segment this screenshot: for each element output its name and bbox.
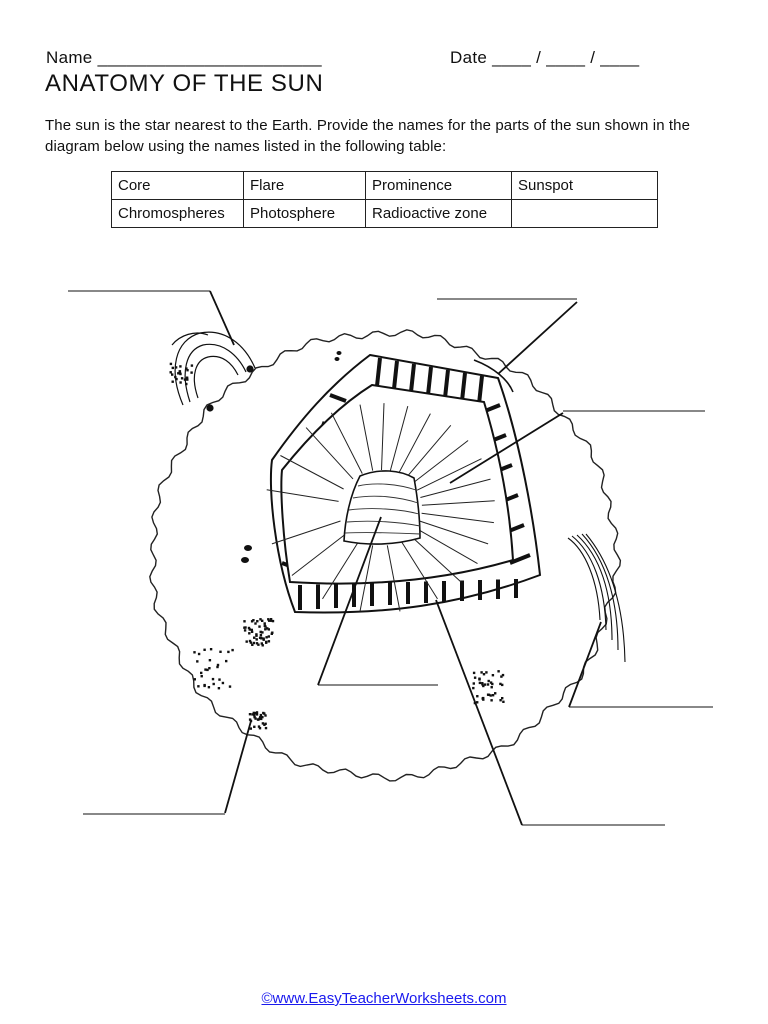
speck <box>196 660 198 662</box>
speck <box>474 677 476 679</box>
speck <box>482 685 484 687</box>
speck <box>251 629 253 631</box>
page-title: ANATOMY OF THE SUN <box>45 70 324 97</box>
speck <box>218 678 220 680</box>
speck <box>249 713 251 715</box>
speck <box>255 633 257 635</box>
speck <box>256 711 258 713</box>
speck <box>227 651 229 653</box>
speck <box>488 680 490 682</box>
speck <box>197 685 199 687</box>
prominence-illustration <box>172 332 255 411</box>
speck <box>490 694 492 696</box>
speck <box>218 687 220 689</box>
speck <box>482 698 484 700</box>
speck <box>500 675 502 677</box>
table-cell: Core <box>112 172 244 200</box>
speck <box>210 648 212 650</box>
speck <box>257 718 259 720</box>
speck <box>476 695 478 697</box>
speck <box>248 632 250 634</box>
table-cell: Chromospheres <box>112 200 244 228</box>
speck <box>184 378 186 380</box>
speck <box>499 683 501 685</box>
speck <box>262 637 264 639</box>
speck <box>179 381 181 383</box>
speck <box>256 620 258 622</box>
speck <box>200 672 202 674</box>
speck <box>256 642 258 644</box>
speck <box>198 653 200 655</box>
speck <box>243 620 245 622</box>
speck <box>186 377 188 379</box>
speck <box>251 713 253 715</box>
speck <box>256 638 258 640</box>
speck <box>213 683 215 685</box>
speck <box>268 635 270 637</box>
speck <box>261 620 263 622</box>
name-field-label: Name _______________________ <box>46 48 322 67</box>
table-cell: Flare <box>244 172 366 200</box>
speck <box>244 629 246 631</box>
speck <box>185 367 187 369</box>
speck <box>258 625 260 627</box>
table-cell: Sunspot <box>512 172 658 200</box>
speck <box>487 683 489 685</box>
speck <box>473 682 475 684</box>
speck <box>494 692 496 694</box>
speck <box>244 626 246 628</box>
speck <box>175 378 177 380</box>
speck <box>478 678 480 680</box>
speck <box>222 682 224 684</box>
speck <box>253 726 255 728</box>
speck <box>263 712 265 714</box>
speck <box>490 681 492 683</box>
speck <box>261 642 263 644</box>
speck <box>490 699 492 701</box>
speck <box>212 678 214 680</box>
speck <box>472 687 474 689</box>
speck <box>179 365 181 367</box>
speck <box>473 672 475 674</box>
speck <box>252 619 254 621</box>
speck <box>271 632 273 634</box>
speck <box>181 377 183 379</box>
speck <box>170 371 172 373</box>
speck <box>264 622 266 624</box>
footer-link[interactable]: ©www.EasyTeacherWorksheets.com <box>261 990 507 1007</box>
date-field-label: Date ____ / ____ / ____ <box>450 48 640 67</box>
speck <box>259 727 261 729</box>
speck <box>483 673 485 675</box>
speck <box>172 367 174 369</box>
speck <box>219 651 221 653</box>
sun-cutaway <box>267 355 540 613</box>
speck <box>492 694 494 696</box>
speck <box>254 622 256 624</box>
speck <box>262 722 264 724</box>
speck <box>208 686 210 688</box>
speck <box>249 718 251 720</box>
speck <box>253 642 255 644</box>
speck <box>260 631 262 633</box>
speck <box>171 373 173 375</box>
speck <box>497 670 499 672</box>
table-cell: Radioactive zone <box>366 200 512 228</box>
speck <box>179 370 181 372</box>
speck <box>260 634 262 636</box>
speck <box>481 682 483 684</box>
speck <box>246 640 248 642</box>
speck <box>254 717 256 719</box>
speck <box>172 381 174 383</box>
speck <box>264 625 266 627</box>
speck <box>499 699 501 701</box>
speck <box>209 659 211 661</box>
speck <box>191 364 193 366</box>
speck <box>259 637 261 639</box>
speck <box>175 366 177 368</box>
speck <box>203 685 205 687</box>
speck <box>485 671 487 673</box>
footer <box>0 990 768 1007</box>
speck <box>479 682 481 684</box>
speck <box>264 628 266 630</box>
speck <box>231 649 233 651</box>
speck <box>193 651 195 653</box>
speck <box>201 675 203 677</box>
speck <box>487 694 489 696</box>
speck <box>270 620 272 622</box>
speck <box>265 727 267 729</box>
speck <box>265 642 267 644</box>
speck <box>170 363 172 365</box>
speck <box>229 685 231 687</box>
speck <box>253 637 255 639</box>
speck <box>194 678 196 680</box>
speck <box>206 669 208 671</box>
speck <box>265 636 267 638</box>
speck <box>502 701 504 703</box>
speck <box>225 660 227 662</box>
speck <box>250 641 252 643</box>
speck <box>492 674 494 676</box>
speck <box>491 686 493 688</box>
speck <box>268 628 270 630</box>
instructions-text: The sun is the star nearest to the Earth. Provide the names for the parts of the sun shown in the diagram below using the names listed in the following table: <box>45 117 691 155</box>
speck <box>190 371 192 373</box>
speck <box>203 649 205 651</box>
speck <box>217 664 219 666</box>
speck <box>480 671 482 673</box>
table-cell: Photosphere <box>244 200 366 228</box>
table-cell: Prominence <box>366 172 512 200</box>
speck <box>268 640 270 642</box>
speck <box>185 383 187 385</box>
